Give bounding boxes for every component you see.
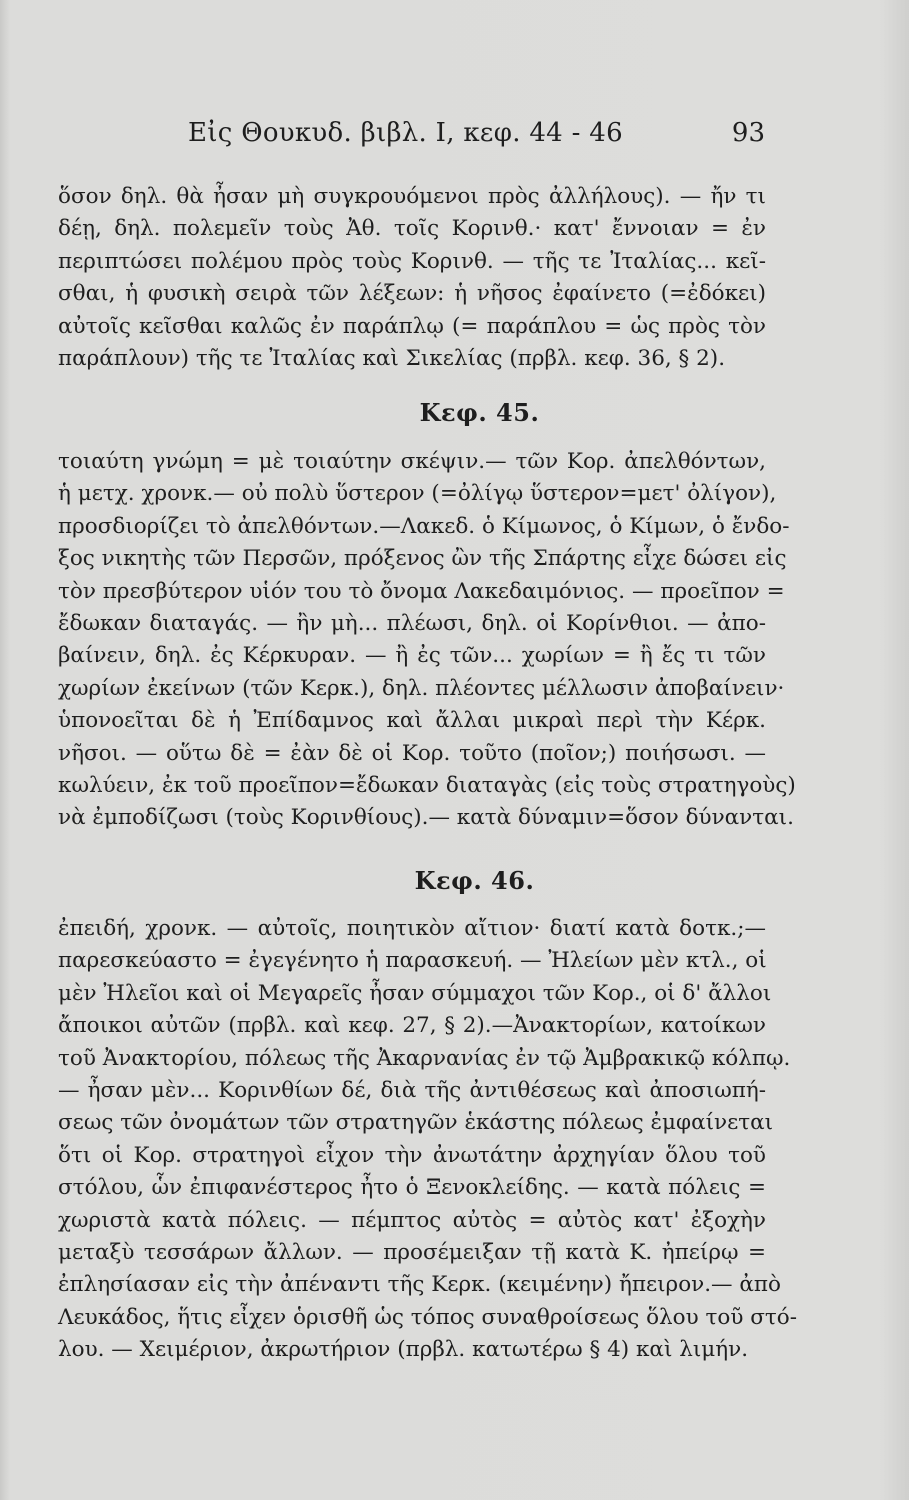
text-line: λου. — Χειμέριον, ἀκρωτήριον (πρβλ. κατωτέρω § 4) καὶ λιμήν. [58,1337,749,1363]
chapter-heading-46: Κεφ. 46. [414,866,535,895]
text-line: παράπλουν) τῆς τε Ἰταλίας καὶ Σικελίας (πρβλ. κεφ. 36, § 2). [58,346,726,372]
text-line: περιπτώσει πολέμου πρὸς τοὺς Κορινθ. — τῆς τε Ἰταλίας... κεῖ- [58,248,766,274]
text-line: προσδιορίζει τὸ ἀπελθόντων.—Λακεδ. ὁ Κίμωνος, ὁ Κίμων, ὁ ἔνδο- [58,513,790,539]
text-line: αὐτοῖς κεῖσθαι καλῶς ἐν παράπλῳ (= παράπλου = ὡς πρὸς τὸν [58,313,766,339]
commentary-block-45 [58,446,796,835]
text-line: ἐπλησίασαν εἰς τὴν ἀπέναντι τῆς Κερκ. (κειμένην) ἤπειρον.— ἀπὸ [58,1272,781,1298]
text-line: σεως τῶν ὀνομάτων τῶν στρατηγῶν ἑκάστης πόλεως ἐμφαίνεται [58,1110,774,1136]
text-line: ἐπειδή, χρονκ. — αὐτοῖς, ποιητικὸν αἴτιον· διατί κατὰ δοτκ.;— [58,916,766,941]
text-line: τοιαύτη γνώμη = μὲ τοιαύτην σκέψιν.— τῶν Κορ. ἀπελθόντων, [58,449,766,474]
text-line: ἡ μετχ. χρονκ.— οὐ πολὺ ὕστερον (=ὀλίγῳ ὕστερον=μετ' ὀλίγον), [58,481,777,507]
text-line: δέῃ, δηλ. πολεμεῖν τοὺς Ἀθ. τοῖς Κορινθ.· κατ' ἔννοιαν = ἐν [58,216,766,242]
running-head: Εἰς Θουκυδ. βιβλ. Ι, κεφ. 44 - 46 [188,118,623,148]
text-line: ἄποικοι αὐτῶν (πρβλ. καὶ κεφ. 27, § 2).—Ἀνακτορίων, κατοίκων [58,1013,766,1039]
text-line: Λευκάδος, ἥτις εἶχεν ὁρισθῆ ὡς τόπος συναθροίσεως ὅλου τοῦ στό- [58,1304,798,1330]
page-number: 93 [731,118,765,148]
text-line: τοῦ Ἀνακτορίου, πόλεως τῆς Ἀκαρνανίας ἐν τῷ Ἀμβρακικῷ κόλπῳ. [58,1045,791,1071]
text-line: νὰ ἐμποδίζωσι (τοὺς Κορινθίους).— κατὰ δύναμιν=ὅσον δύνανται. [58,805,794,831]
text-line: ὅτι οἱ Κορ. στρατηγοὶ εἶχον τὴν ἀνωτάτην ἀρχηγίαν ὅλου τοῦ [58,1142,766,1168]
text-line: παρεσκεύαστο = ἐγεγένητο ἡ παρασκευή. — Ἠλείων μὲν κτλ., οἱ [58,948,767,974]
chapter-heading-45: Κεφ. 45. [419,398,540,427]
commentary-block-46 [58,913,798,1367]
text-line: τὸν πρεσβύτερον υἱόν του τὸ ὄνομα Λακεδαιμόνιος. — προεῖπον = [58,578,785,604]
text-line: ὅσον δηλ. θὰ ἦσαν μὴ συγκρουόμενοι πρὸς ἀλλήλους). — ἤν τι [58,184,766,209]
text-line: βαίνειν, δηλ. ἐς Κέρκυραν. — ἢ ἐς τῶν... χωρίων = ἢ ἔς τι τῶν [58,643,766,669]
text-line: νῆσοι. — οὕτω δὲ = ἐὰν δὲ οἱ Κορ. τοῦτο (ποῖον;) ποιήσωσι. — [58,740,766,766]
text-line: ξος νικητὴς τῶν Περσῶν, πρόξενος ὢν τῆς Σπάρτης εἶχε δώσει εἰς [58,546,787,572]
text-line: ὑπονοεῖται δὲ ἡ Ἐπίδαμνος καὶ ἄλλαι μικραὶ περὶ τὴν Κέρκ. [58,708,766,734]
text-line: μὲν Ἠλεῖοι καὶ οἱ Μεγαρεῖς ἦσαν σύμμαχοι τῶν Κορ., οἱ δ' ἄλλοι [58,980,772,1006]
commentary-block-44 [58,181,766,375]
page-header [60,118,765,158]
text-line: χωριστὰ κατὰ πόλεις. — πέμπτος αὐτὸς = αὐτὸς κατ' ἐξοχὴν [58,1207,766,1233]
text-line: χωρίων ἐκείνων (τῶν Κερκ.), δηλ. πλέοντες μέλλωσιν ἀποβαίνειν· [58,675,785,701]
text-line: μεταξὺ τεσσάρων ἄλλων. — προσέμειξαν τῇ κατὰ Κ. ἠπείρῳ = [58,1240,766,1266]
text-line: — ἦσαν μὲν... Κορινθίων δέ, διὰ τῆς ἀντιθέσεως καὶ ἀποσιωπή- [58,1078,766,1104]
text-line: σθαι, ἡ φυσικὴ σειρὰ τῶν λέξεων: ἡ νῆσος ἐφαίνετο (=ἐδόκει) [58,281,766,307]
text-line: ἔδωκαν διαταγάς. — ἢν μὴ... πλέωσι, δηλ. οἱ Κορίνθιοι. — ἀπο- [58,611,766,637]
text-line: στόλου, ὧν ἐπιφανέστερος ἦτο ὁ Ξενοκλείδης. — κατὰ πόλεις = [58,1175,766,1201]
text-line: κωλύειν, ἐκ τοῦ προεῖπον=ἔδωκαν διαταγὰς (εἰς τοὺς στρατηγοὺς) [58,773,796,799]
